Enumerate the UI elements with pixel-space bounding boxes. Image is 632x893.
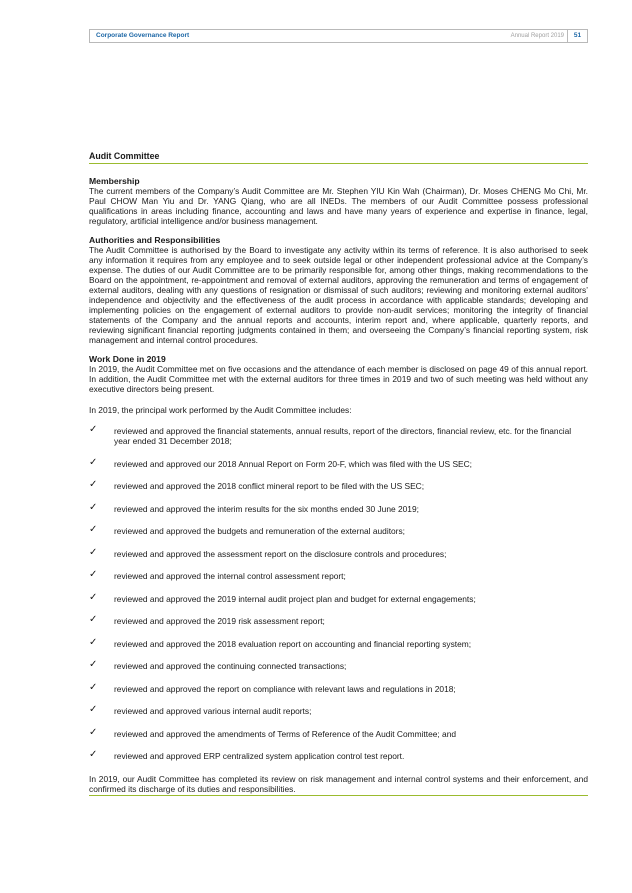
- list-item: ✓ reviewed and approved the budgets and remuneration of the external auditors;: [89, 524, 405, 536]
- list-item: ✓ reviewed and approved the 2018 evaluation report on accounting and financial reporting system;: [89, 636, 472, 649]
- check-icon: ✓: [89, 424, 98, 435]
- page-number: 51: [567, 30, 587, 42]
- header-section-title: Corporate Governance Report: [96, 32, 190, 39]
- list-item: ✓ reviewed and approved the continuing connected transactions;: [89, 659, 347, 671]
- check-icon: ✓: [89, 749, 98, 760]
- list-item: ✓ reviewed and approved the 2019 risk assessment report;: [89, 614, 325, 626]
- work-text: In 2019, the Audit Committee met on five occasions and the attendance of each member is disclosed on page 49 of this annual report. In addition, the Audit Committee met with the external auditors for three times in 2019 and two of such meeting was held without any executive directors being present.: [89, 364, 588, 394]
- work-heading: Work Done in 2019: [89, 354, 166, 364]
- check-icon: ✓: [89, 659, 98, 670]
- check-icon: ✓: [89, 726, 98, 738]
- work-intro: In 2019, the principal work performed by the Audit Committee includes:: [89, 405, 352, 415]
- list-item: ✓ reviewed and approved the 2018 conflict mineral report to be filed with the US SEC;: [89, 479, 425, 491]
- list-item: ✓ reviewed and approved the 2019 internal audit project plan and budget for external engagements;: [89, 591, 476, 604]
- list-item: ✓ reviewed and approved the amendments of Terms of Reference of the Audit Committee; and: [89, 726, 457, 739]
- check-icon: ✓: [89, 636, 98, 648]
- check-icon: ✓: [89, 546, 98, 558]
- section-title: Audit Committee: [89, 151, 588, 164]
- list-item: ✓ reviewed and approved our 2018 Annual Report on Form 20-F, which was filed with the US SEC;: [89, 456, 472, 469]
- check-icon: ✓: [89, 524, 98, 535]
- check-icon: ✓: [89, 704, 98, 715]
- main-content: [89, 151, 588, 796]
- authorities-heading: Authorities and Responsibilities: [89, 235, 221, 245]
- list-item: ✓ reviewed and approved the financial statements, annual results, report of the directors, financial review, etc. for the financial year ended 31 December 2018;: [89, 424, 572, 446]
- check-icon: ✓: [89, 501, 98, 513]
- work-list: [89, 426, 588, 761]
- check-icon: ✓: [89, 681, 98, 693]
- check-icon: ✓: [89, 591, 98, 603]
- list-item: ✓ reviewed and approved the assessment report on the disclosure controls and procedures;: [89, 546, 447, 559]
- list-item: ✓ reviewed and approved the internal control assessment report;: [89, 569, 346, 581]
- membership-heading: Membership: [89, 176, 140, 186]
- list-item: ✓ reviewed and approved various internal audit reports;: [89, 704, 312, 716]
- work-closing: In 2019, our Audit Committee has completed its review on risk management and internal control systems and their enforcement, and confirmed its discharge of its duties and responsibilities.: [89, 773, 588, 794]
- header-report-title: Annual Report 2019: [510, 32, 564, 39]
- membership-section: [89, 176, 588, 226]
- list-item: ✓ reviewed and approved the interim results for the six months ended 30 June 2019;: [89, 501, 419, 514]
- check-icon: ✓: [89, 614, 98, 625]
- page-header: [89, 29, 588, 43]
- check-icon: ✓: [89, 569, 98, 580]
- membership-text: The current members of the Company’s Audit Committee are Mr. Stephen YIU Kin Wah (Chairman), Dr. Moses CHENG Mo Chi, Mr. Paul CHOW Man Yiu and Dr. YANG Qiang, who are all INEDs. The members of our Audit Committee possess professional qualifications in areas including finance, accounting and laws and have many years of experience and expertise in finance, legal, regulatory, artificial intelligence and/or business management.: [89, 186, 588, 226]
- check-icon: ✓: [89, 479, 98, 490]
- authorities-text: The Audit Committee is authorised by the Board to investigate any activity within its terms of reference. It is also authorised to seek any information it requires from any employee and to seek outside legal or other independent professional advice at the Company’s expense. The duties of our Audit Committee are to be primarily responsible for, among other things, making recommendations to the Board on the appointment, re-appointment and removal of external auditors, approving the remuneration and terms of engagement of external auditors, dealing with any questions of resignation or dismissal of such auditors; reviewing and monitoring external auditors’ independence and objectivity and the effectiveness of the audit process in accordance with applicable standards; developing and implementing policies on the engagement of external auditors to provide non-audit services; monitoring the integrity of financial statements of the Company and the annual reports and accounts, interim report and, where applicable, quarterly reports, and reviewing significant financial reporting judgments contained in them; and overseeing the Company’s financial reporting system, risk management and internal control procedures.: [89, 245, 588, 345]
- check-icon: ✓: [89, 456, 98, 468]
- work-section: [89, 354, 588, 796]
- list-item: ✓ reviewed and approved the report on compliance with relevant laws and regulations in 2018;: [89, 681, 456, 694]
- list-item: ✓ reviewed and approved ERP centralized system application control test report.: [89, 749, 405, 761]
- authorities-section: [89, 235, 588, 345]
